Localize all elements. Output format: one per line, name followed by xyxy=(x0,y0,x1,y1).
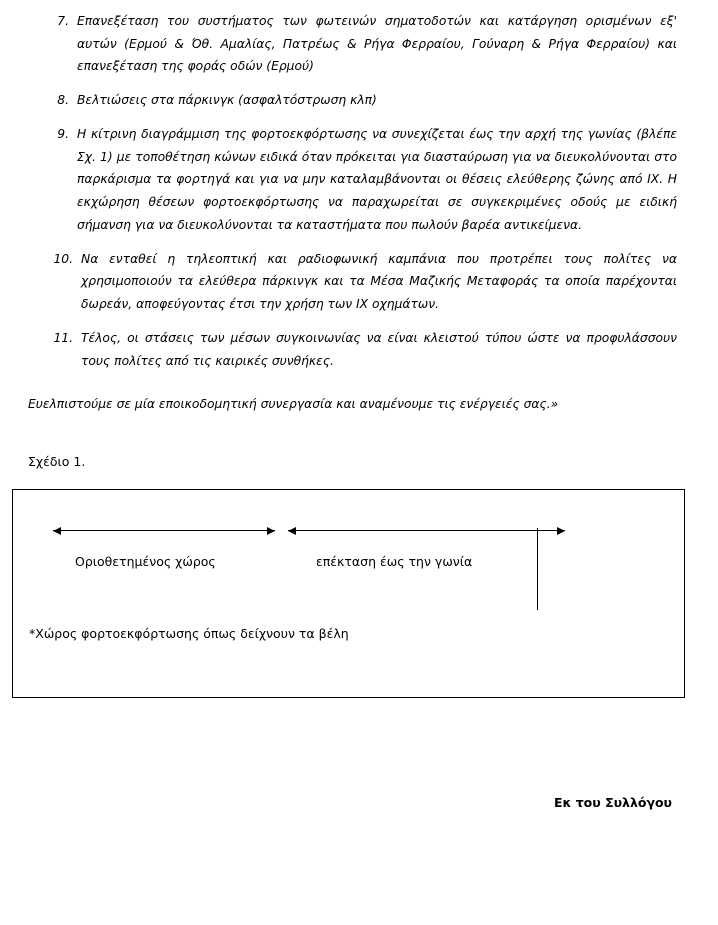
list-item-text: Να ενταθεί η τηλεοπτική και ραδιοφωνική καμπάνια που προτρέπει τους πολίτες να χρησιμοποιούν τα ελεύθερα πάρκινγκ και τα Μέσα Μαζικής Μεταφοράς τα οποία παρέχονται δωρεάν, αποφεύγοντας έτσι την χρήση των ΙΧ οχημάτων. xyxy=(81,251,677,312)
list-item xyxy=(47,10,677,78)
list-item-number: 11. xyxy=(53,330,73,345)
list-item-text: Η κίτρινη διαγράμμιση της φορτοεκφόρτωσης να συνεχίζεται έως την αρχή της γωνίας (βλέπε Σχ. 1) με τοποθέτηση κώνων ειδικά όταν πρόκειται για διασταύρωση για να διευκολύνονται στο παρκάρισμα τα φορτηγά και για να μην καταλαμβάνονται οι θέσεις ελεύθερης ζώνης από ΙΧ. Η εκχώρηση θέσεων φορτοεκφόρτωσης να παραχωρείται σε συγκεκριμένες οδούς με ειδική σήμανση για να διευκολύνονται τα καταστήματα που πωλούν βαρέα αντικείμενα. xyxy=(77,126,677,232)
closing-paragraph: Ευελπιστούμε σε μία εποικοδομητική συνεργασία και αναμένουμε τις ενέργειές σας.» xyxy=(28,397,559,411)
figure-caption-right: επέκταση έως την γωνία xyxy=(316,554,473,569)
figure-box xyxy=(12,489,685,698)
numbered-list xyxy=(47,10,677,383)
list-item-number: 7. xyxy=(57,14,69,28)
list-item-number: 8. xyxy=(57,93,69,108)
list-item-text: Επανεξέταση του συστήματος των φωτεινών σηματοδοτών και κατάργηση ορισμένων εξ' αυτών (Ερμού & Όθ. Αμαλίας, Πατρέως & Ρήγα Φερραίου, Γούναρη & Ρήγα Φερραίου) και επανεξέταση της φοράς οδών (Ερμού) xyxy=(77,14,677,74)
figure-caption-left: Οριοθετημένος χώρος xyxy=(75,554,216,569)
list-item-text: Βελτιώσεις στα πάρκινγκ (ασφαλτόστρωση κλπ) xyxy=(77,93,377,108)
figure-label: Σχέδιο 1. xyxy=(28,454,86,469)
signature: Εκ του Συλλόγου xyxy=(553,795,672,810)
list-item-number: 9. xyxy=(57,126,69,141)
figure-note: *Χώρος φορτοεκφόρτωσης όπως δείχνουν τα βέλη xyxy=(29,626,349,641)
list-item xyxy=(47,123,677,237)
list-item-text: Τέλος, οι στάσεις των μέσων συγκοινωνίας να είναι κλειστού τύπου ώστε να προφυλάσσουν τους πολίτες από τις καιρικές συνθήκες. xyxy=(81,330,677,368)
double-arrow-icon-right xyxy=(288,530,565,531)
double-arrow-icon-left xyxy=(53,530,275,531)
list-item xyxy=(47,248,677,316)
corner-line xyxy=(537,528,538,610)
arrow-row xyxy=(43,524,573,538)
list-item xyxy=(47,89,677,112)
list-item-number: 10. xyxy=(53,251,73,266)
list-item xyxy=(47,327,677,372)
